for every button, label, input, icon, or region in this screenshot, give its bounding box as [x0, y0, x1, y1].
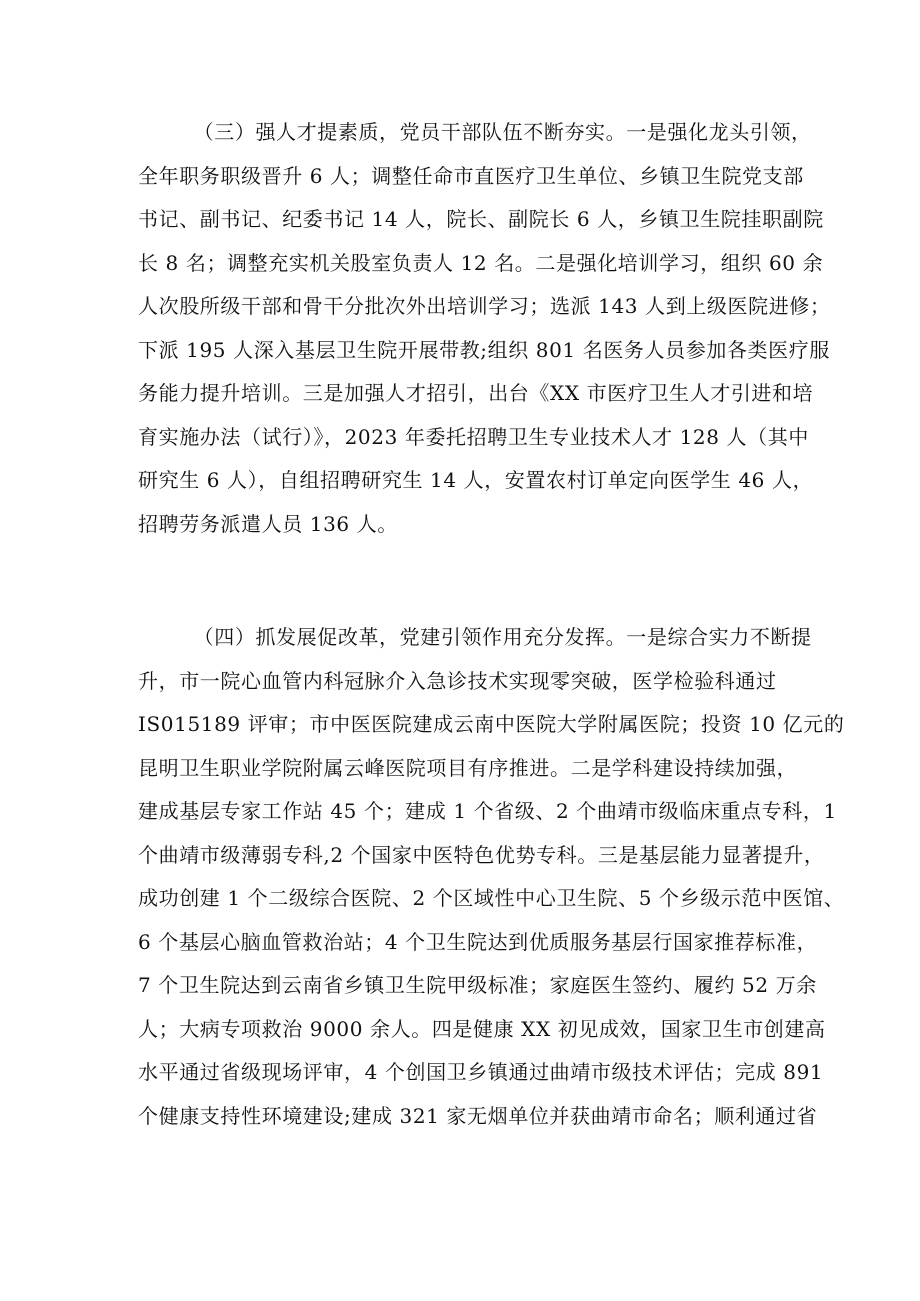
text-line: 招聘劳务派遣人员 136 人。	[138, 511, 398, 536]
text-line: 6 个基层心脑血管救治站；4 个卫生院达到优质服务基层行国家推荐标准，	[138, 929, 818, 954]
text-line: 研究生 6 人），自组招聘研究生 14 人，安置农村订单定向医学生 46 人，	[138, 468, 814, 492]
text-line: （三）强人才提素质，党员干部队伍不断夯实。一是强化龙头引领，	[138, 120, 812, 144]
text-line: 7 个卫生院达到云南省乡镇卫生院甲级标准；家庭医生签约、履约 52 万余	[138, 973, 817, 997]
text-line: 水平通过省级现场评审，4 个创国卫乡镇通过曲靖市级技术评估；完成 891	[138, 1060, 824, 1084]
text-line: 成功创建 1 个二级综合医院、2 个区域性中心卫生院、5 个乡级示范中医馆、	[138, 886, 845, 910]
text-line: 建成基层专家工作站 45 个；建成 1 个省级、2 个曲靖市级临床重点专科，1	[138, 799, 837, 823]
text-line: （四）抓发展促改革，党建引领作用充分发挥。一是综合实力不断提	[138, 625, 812, 649]
text-line: 育实施办法（试行）》，2023 年委托招聘卫生专业技术人才 128 人（其中	[138, 424, 809, 449]
text-line: 昆明卫生职业学院附属云峰医院项目有序推进。二是学科建设持续加强，	[138, 755, 798, 780]
text-line: 升，市一院心血管内科冠脉介入急诊技术实现零突破，医学检验科通过	[138, 668, 777, 693]
text-line: 人次股所级干部和骨干分批次外出培训学习；选派 143 人到上级医院进修；	[138, 294, 831, 318]
text-line: 全年职务职级晋升 6 人；调整任命市直医疗卫生单位、乡镇卫生院党支部	[138, 163, 804, 188]
text-line: IS015189 评审；市中医医院建成云南中医院大学附属医院；投资 10 亿元的	[138, 712, 845, 736]
text-line: 长 8 名；调整充实机关股室负责人 12 名。二是强化培训学习，组织 60 余	[138, 250, 824, 275]
text-line: 个曲靖市级薄弱专科,2 个国家中医特色优势专科。三是基层能力显著提升，	[138, 842, 825, 867]
text-line: 人；大病专项救治 9000 余人。四是健康 XX 初见成效，国家卫生市创建高	[138, 1016, 826, 1041]
text-line: 下派 195 人深入基层卫生院开展带教;组织 801 名医务人员参加各类医疗服	[138, 337, 830, 362]
paragraph-reform	[138, 616, 845, 1138]
text-line: 书记、副书记、纪委书记 14 人，院长、副院长 6 人，乡镇卫生院挂职副院	[138, 207, 824, 231]
text-line: 务能力提升培训。三是加强人才招引，出台《XX 市医疗卫生人才引进和培	[138, 381, 814, 405]
paragraph-talent	[138, 111, 831, 546]
text-line: 个健康支持性环境建设;建成 321 家无烟单位并获曲靖市命名；顺利通过省	[138, 1103, 818, 1128]
